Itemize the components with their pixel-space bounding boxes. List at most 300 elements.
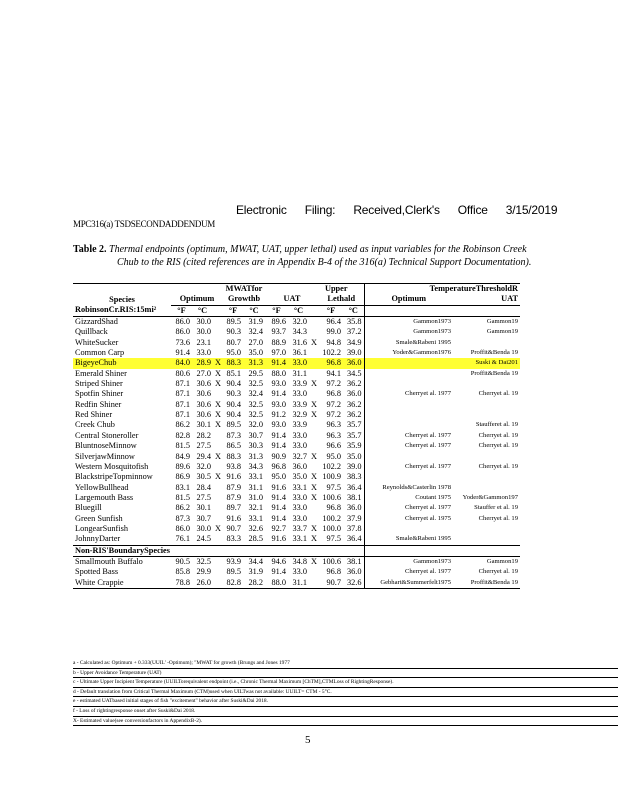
uat-f: 88.0 (271, 368, 286, 378)
lethal-estimate-mark (309, 348, 319, 358)
table-row (73, 462, 520, 472)
optimum-c: 30.6 (196, 389, 211, 399)
uat-c: 33.0 (292, 503, 307, 513)
uat-f: 88.0 (265, 578, 288, 589)
optimum-f: 81.5 (175, 441, 190, 451)
lethal-c: 35.7 (346, 430, 362, 440)
mwat-c: 35.0 (248, 348, 263, 358)
optimum-estimate-mark (213, 431, 223, 441)
table-row (73, 514, 520, 524)
optimum-c: 30.7 (196, 513, 211, 523)
mwat-f: 83.3 (226, 534, 241, 544)
footnote: d - Default translation from Critical Thermal Maximum (CTM)used when UILTwas not available: UUILT= CTM - 5°C. (73, 688, 618, 698)
uat-c: 31.1 (288, 578, 309, 589)
lethal-c: 32.6 (343, 578, 364, 589)
uat-f: 91.4 (271, 513, 286, 523)
footnote: f - Loss of rightingresponse onset after Suski&Dai 2018. (73, 707, 618, 717)
uat-f: 91.4 (271, 430, 286, 440)
lethal-c: 37.9 (346, 513, 362, 523)
uat-f: 93.0 (271, 420, 286, 430)
table-row (73, 503, 520, 513)
filing-label-office: Office (457, 203, 488, 217)
species-cell: Redfin Shiner (75, 399, 122, 409)
optimum-f: 86.0 (175, 327, 190, 337)
optimum-estimate-mark (213, 441, 223, 451)
lethal-f: 100.9 (322, 472, 341, 482)
unit-c: °C (243, 305, 265, 316)
table-row (73, 348, 520, 358)
mwat-f: 80.7 (226, 337, 241, 347)
optimum-f: 86.0 (175, 523, 190, 533)
caption-line2: Chub to the RIS (cited references are in Appendix B-4 of the 316(a) Technical Support Documentation). (117, 257, 532, 268)
mwat-f: 89.5 (226, 567, 241, 577)
ref-optimum (364, 524, 453, 534)
lethal-estimate-mark: X (311, 410, 317, 420)
species-cell: Green Sunfish (75, 513, 123, 523)
uat-f: 96.8 (271, 461, 286, 471)
optimum-c: 30.0 (196, 523, 211, 533)
uat-c: 33.0 (288, 358, 309, 368)
header-species: Species (109, 294, 135, 304)
species-cell: White Crappie (73, 578, 171, 589)
optimum-c: 32.0 (196, 461, 211, 471)
ref-uat: Suski & Dai201 (453, 358, 520, 368)
mwat-f: 93.8 (226, 461, 241, 471)
lethal-estimate-mark: X (311, 556, 317, 566)
mwat-f: 86.5 (226, 441, 241, 451)
lethal-c: 35.9 (346, 441, 362, 451)
table-row (73, 327, 520, 337)
lethal-estimate-mark: X (311, 451, 317, 461)
species-cell: Largemouth Bass (75, 492, 134, 502)
uat-f: 91.6 (271, 482, 286, 492)
optimum-f: 84.9 (175, 451, 190, 461)
lethal-f: 96.8 (326, 503, 341, 513)
lethal-f: 99.0 (326, 327, 341, 337)
lethal-f: 97.5 (326, 482, 341, 492)
ref-uat: Cherryet al. 19 (478, 442, 518, 450)
species-cell: Striped Shiner (75, 379, 123, 389)
optimum-estimate-mark (213, 389, 223, 399)
lethal-f: 102.2 (322, 348, 341, 358)
uat-f: 93.7 (271, 327, 286, 337)
optimum-estimate-mark (213, 462, 223, 472)
lethal-c: 36.2 (346, 379, 362, 389)
lethal-c: 39.0 (346, 461, 362, 471)
uat-f: 97.0 (271, 348, 286, 358)
mwat-c: 31.9 (248, 567, 263, 577)
optimum-c: 30.6 (196, 379, 211, 389)
optimum-f: 91.4 (175, 348, 190, 358)
lethal-c: 34.9 (346, 337, 362, 347)
lethal-f: 94.8 (326, 337, 341, 347)
optimum-estimate-mark (213, 483, 223, 493)
lethal-f: 97.2 (326, 399, 341, 409)
optimum-c: 29.4 (196, 451, 211, 461)
species-cell: Red Shiner (75, 410, 113, 420)
ref-optimum: Reynolds&Casterlin 1978 (364, 483, 453, 493)
mwat-f: 91.6 (226, 472, 241, 482)
uat-c: 33.1 (292, 482, 307, 492)
lethal-estimate-mark (309, 327, 319, 337)
thermal-endpoints-table (73, 283, 520, 589)
optimum-f: 82.8 (175, 430, 190, 440)
uat-f: 94.6 (271, 556, 286, 566)
optimum-estimate-mark (213, 503, 223, 513)
lethal-c: 36.0 (346, 567, 362, 577)
footnote: b - Upper Avoidance Temperature (UAT) (73, 669, 618, 679)
ref-uat: Stauffer et al. 19 (474, 504, 518, 512)
mwat-c: 32.4 (248, 327, 263, 337)
ref-optimum (364, 358, 453, 368)
uat-f: 91.4 (271, 567, 286, 577)
species-cell: Creek Chub (75, 420, 115, 430)
optimum-c: 30.0 (196, 327, 211, 337)
uat-c: 32.0 (292, 317, 307, 327)
header-mwat: MWATfor (223, 284, 265, 295)
optimum-estimate-mark (213, 327, 223, 337)
mwat-c: 31.3 (243, 358, 265, 368)
lethal-estimate-mark (309, 441, 319, 451)
table-row (73, 338, 520, 348)
section2-title: Non-RIS'BoundarySpecies (73, 545, 364, 556)
table-row (73, 534, 520, 545)
mwat-c: 30.3 (248, 441, 263, 451)
lethal-estimate-mark (309, 420, 319, 430)
lethal-estimate-mark (309, 578, 319, 589)
uat-c: 33.0 (292, 430, 307, 440)
optimum-c: 26.0 (192, 578, 213, 589)
table-row (73, 389, 520, 399)
table-row (73, 358, 520, 368)
mwat-c: 31.9 (248, 317, 263, 327)
mwat-f: 89.7 (226, 503, 241, 513)
mwat-f: 87.9 (226, 482, 241, 492)
uat-f: 93.0 (271, 379, 286, 389)
species-cell: JohnnyDarter (75, 534, 121, 544)
optimum-c: 24.5 (196, 534, 211, 544)
mwat-f: 82.8 (223, 578, 243, 589)
table-row (73, 524, 520, 534)
lethal-f: 100.0 (322, 523, 341, 533)
lethal-estimate-mark: X (311, 523, 317, 533)
lethal-f: 100.2 (322, 513, 341, 523)
optimum-estimate-mark: X (215, 368, 221, 378)
lethal-estimate-mark (309, 358, 319, 368)
lethal-estimate-mark (309, 317, 319, 328)
uat-c: 31.6 (292, 337, 307, 347)
header-optimum: Optimum (171, 294, 223, 305)
filing-stamp (236, 203, 557, 217)
optimum-f: 80.6 (175, 368, 190, 378)
footnote: c - Ultimate Upper Incipient Temperature (UUILTorequivalent endpoint (i.e., Chronic Thermal Maximum [ChTM],CTMLoss of RightingResponse). (73, 678, 618, 688)
uat-c: 33.9 (292, 379, 307, 389)
filing-label-filing: Filing: (304, 203, 336, 217)
mwat-f: 90.3 (226, 327, 241, 337)
lethal-f: 102.2 (322, 461, 341, 471)
mwat-c: 34.4 (248, 556, 263, 566)
uat-f: 93.0 (271, 399, 286, 409)
lethal-f: 96.8 (326, 567, 341, 577)
caption-line1: Thermal endpoints (optimum, MWAT, UAT, upper lethal) used as input variables for the Robinson Creek (109, 244, 527, 255)
section-header-row (73, 545, 520, 556)
optimum-f: 76.1 (175, 534, 190, 544)
optimum-estimate-mark: X (215, 358, 221, 368)
optimum-estimate-mark (213, 348, 223, 358)
mwat-c: 32.1 (248, 503, 263, 513)
optimum-estimate-mark: X (215, 523, 221, 533)
uat-c: 33.7 (292, 523, 307, 533)
lethal-c: 38.1 (346, 556, 362, 566)
species-cell: BigeyeChub (73, 358, 171, 368)
table-row (73, 317, 520, 328)
lethal-c: 36.2 (346, 410, 362, 420)
optimum-f: 89.6 (175, 461, 190, 471)
optimum-f: 81.5 (175, 492, 190, 502)
ref-optimum: Cherryet al. 1975 (364, 514, 453, 524)
ref-uat (453, 483, 520, 493)
boundary-species-rows (73, 556, 520, 588)
ref-uat (453, 400, 520, 410)
unit-c: °C (192, 305, 213, 316)
optimum-c: 28.4 (196, 482, 211, 492)
table-row (73, 400, 520, 410)
species-cell: Common Carp (75, 348, 125, 358)
ref-optimum: Gammon1973 (364, 556, 453, 567)
optimum-f: 87.1 (175, 410, 190, 420)
ris-species-rows (73, 317, 520, 546)
ref-uat (453, 379, 520, 389)
lethal-estimate-mark (309, 431, 319, 441)
ref-optimum: Smale&Rabeni 1995 (364, 534, 453, 545)
mwat-c: 33.1 (248, 472, 263, 482)
uat-c: 33.9 (292, 420, 307, 430)
table-row (73, 431, 520, 441)
species-cell: SilverjawMinnow (75, 451, 135, 461)
uat-c: 32.7 (292, 451, 307, 461)
ref-optimum: Cherryet al. 1977 (364, 462, 453, 472)
lethal-estimate-mark: X (311, 492, 317, 502)
lethal-c: 35.8 (346, 317, 362, 327)
unit-c: °C (288, 305, 309, 316)
optimum-estimate-mark: X (215, 472, 221, 482)
lethal-c: 36.4 (346, 482, 362, 492)
species-cell: YellowBullhead (75, 482, 129, 492)
mwat-f: 87.3 (226, 430, 241, 440)
header-row-2 (73, 294, 520, 305)
footnote: a - Calculated as: Optimum + 0.333(UUIL' -Optimum); "MWAT for growth (Brungs and Jones 1977 (73, 659, 618, 669)
ref-optimum: Coutant 1975 (364, 493, 453, 503)
lethal-c: 35.0 (346, 451, 362, 461)
unit-f: °F (171, 305, 192, 316)
species-cell: Western Mosquitofish (75, 461, 149, 471)
species-cell: Spotted Bass (75, 567, 119, 577)
ref-uat: Gammon19 (486, 328, 518, 336)
species-cell: Spotfin Shiner (75, 389, 124, 399)
header-uat: UAT (265, 294, 319, 305)
ref-optimum: Cherryet al. 1977 (364, 441, 453, 451)
table-row (73, 441, 520, 451)
ref-uat: Proffit&Benda 19 (470, 349, 518, 357)
optimum-c: 27.5 (196, 492, 211, 502)
uat-c: 36.0 (292, 461, 307, 471)
lethal-f: 100.6 (322, 492, 341, 502)
uat-c: 33.0 (292, 567, 307, 577)
lethal-c: 36.0 (343, 358, 364, 368)
species-cell: Emerald Shiner (75, 368, 127, 378)
table-row (73, 379, 520, 389)
table-row (73, 472, 520, 482)
uat-c: 34.3 (292, 327, 307, 337)
species-cell: Central Stoneroller (75, 430, 139, 440)
lethal-c: 37.8 (346, 523, 362, 533)
mwat-c: 27.0 (248, 337, 263, 347)
optimum-f: 87.1 (175, 389, 190, 399)
ref-uat: Cherryet al. 19 (478, 514, 518, 522)
lethal-f: 94.1 (326, 368, 341, 378)
uat-f: 90.9 (271, 451, 286, 461)
optimum-c: 33.0 (196, 348, 211, 358)
optimum-f: 86.2 (175, 503, 190, 513)
optimum-c: 28.9 (192, 358, 213, 368)
species-cell: Smallmouth Buffalo (75, 556, 143, 566)
lethal-estimate-mark: X (311, 337, 317, 347)
ref-uat: Staufferet al. 19 (475, 421, 518, 429)
ref-optimum (364, 452, 453, 462)
ref-uat: Cherryet al. 19 (478, 568, 518, 576)
species-cell: BlackstripeTopminnow (75, 472, 153, 482)
optimum-estimate-mark (213, 338, 223, 348)
uat-c: 33.0 (292, 441, 307, 451)
uat-f: 91.4 (271, 492, 286, 502)
optimum-f: 84.0 (171, 358, 192, 368)
table-footnotes (73, 659, 618, 726)
species-cell: Quillback (75, 327, 108, 337)
uat-c: 33.0 (292, 513, 307, 523)
ref-uat (453, 534, 520, 545)
ref-optimum (364, 410, 453, 420)
lethal-estimate-mark: X (311, 399, 317, 409)
ref-optimum: Gammon1973 (364, 317, 453, 328)
ref-uat (453, 524, 520, 534)
document-id: MPC316(a) TSDSECONDADDENDUM (73, 219, 215, 229)
optimum-f: 73.6 (175, 337, 190, 347)
ref-optimum (364, 472, 453, 482)
lethal-estimate-mark (309, 514, 319, 524)
lethal-c: 37.2 (346, 327, 362, 337)
uat-c: 31.1 (292, 368, 307, 378)
table-row (73, 556, 520, 567)
lethal-c: 36.2 (346, 399, 362, 409)
lethal-f: 96.8 (326, 389, 341, 399)
lethal-f: 96.4 (326, 317, 341, 327)
ref-optimum: Smale&Rabeni 1995 (364, 338, 453, 348)
lethal-c: 36.0 (346, 389, 362, 399)
species-cell: Bluegill (75, 503, 102, 513)
optimum-estimate-mark: X (215, 420, 221, 430)
optimum-estimate-mark (213, 534, 223, 545)
lethal-c: 39.0 (346, 348, 362, 358)
mwat-f: 91.6 (226, 513, 241, 523)
optimum-estimate-mark: X (215, 410, 221, 420)
ref-optimum (364, 379, 453, 389)
lethal-estimate-mark: X (311, 482, 317, 492)
caption-label: Table 2. (73, 244, 107, 255)
optimum-f: 87.1 (175, 399, 190, 409)
optimum-f: 86.2 (175, 420, 190, 430)
lethal-f: 96.3 (326, 430, 341, 440)
ref-uat: Proffit&Benda 19 (453, 578, 520, 589)
mwat-f: 85.1 (226, 368, 241, 378)
page-number: 5 (305, 734, 311, 746)
mwat-f: 90.3 (226, 389, 241, 399)
header-lethal: Lethald (319, 294, 364, 305)
mwat-f: 93.9 (226, 556, 241, 566)
table-row (73, 567, 520, 577)
lethal-estimate-mark: X (311, 379, 317, 389)
optimum-f: 83.1 (175, 482, 190, 492)
lethal-f: 97.2 (326, 410, 341, 420)
uat-c: 35.0 (292, 472, 307, 482)
table-caption (73, 243, 618, 269)
uat-f: 92.7 (271, 523, 286, 533)
lethal-f: 90.7 (319, 578, 343, 589)
lethal-f: 97.5 (326, 534, 341, 544)
uat-f: 91.4 (271, 389, 286, 399)
optimum-estimate-mark: X (215, 451, 221, 461)
ref-optimum (364, 400, 453, 410)
uat-f: 91.4 (265, 358, 288, 368)
unit-f: °F (265, 305, 288, 316)
ref-uat: Proffit&Benda 19 (470, 369, 518, 377)
footnote: e - estimated UATbased initial stages of fish "excitement" behavior after Suski&Dai 2018. (73, 697, 618, 707)
optimum-estimate-mark (213, 578, 223, 589)
ref-optimum: Cherryet al. 1977 (364, 503, 453, 513)
header-temp-threshold: TemperatureThresholdR (364, 284, 520, 295)
lethal-c: 36.4 (346, 534, 362, 544)
table-row (73, 578, 520, 589)
filing-label-received: Received,Clerk's (353, 203, 440, 217)
optimum-c: 30.6 (196, 399, 211, 409)
uat-f: 88.9 (271, 337, 286, 347)
mwat-f: 88.3 (226, 451, 241, 461)
unit-f: °F (319, 305, 343, 316)
optimum-f: 87.1 (175, 379, 190, 389)
optimum-c: 30.6 (196, 410, 211, 420)
ref-uat: Cherryet al. 19 (478, 390, 518, 398)
uat-f: 91.6 (271, 534, 286, 544)
optimum-estimate-mark (213, 493, 223, 503)
ref-uat: Cherryet al. 19 (478, 431, 518, 439)
mwat-c: 32.0 (248, 420, 263, 430)
ref-uat (453, 338, 520, 348)
optimum-c: 32.5 (196, 556, 211, 566)
lethal-f: 97.2 (326, 379, 341, 389)
mwat-c: 31.1 (248, 482, 263, 492)
mwat-f: 88.3 (223, 358, 243, 368)
lethal-f: 96.6 (326, 441, 341, 451)
mwat-f: 90.4 (226, 410, 241, 420)
optimum-f: 85.8 (175, 567, 190, 577)
species-cell: LongearSunfish (75, 523, 128, 533)
uat-c: 33.9 (292, 399, 307, 409)
header-upper: Upper (309, 284, 364, 295)
lethal-estimate-mark: X (311, 534, 317, 544)
ref-optimum (364, 420, 453, 430)
optimum-c: 23.1 (196, 337, 211, 347)
uat-f: 91.4 (271, 503, 286, 513)
footnote: X- Estimated value(see conversionfactors in AppendixB-2). (73, 717, 618, 727)
